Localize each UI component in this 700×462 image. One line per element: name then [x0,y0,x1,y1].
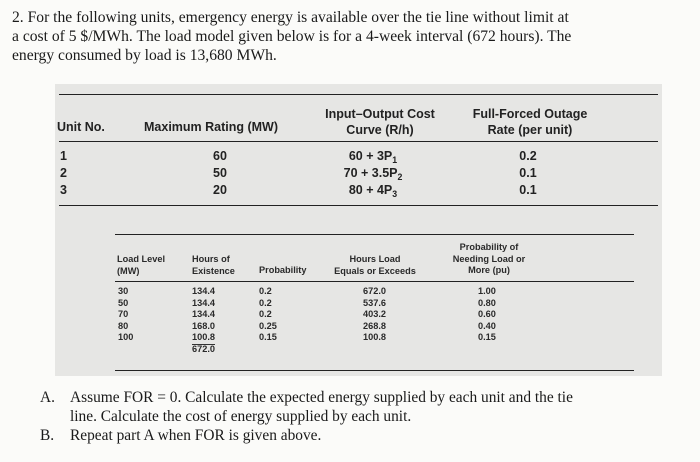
question-b-line-1: Repeat part A when FOR is given above. [70,427,322,444]
load-row-1-hours-exceed: 672.0 [363,286,386,296]
header-hours-of-existence [192,254,235,277]
load-table-bottom-rule [115,370,634,371]
load-row-2-hours-exceed: 537.6 [363,297,386,308]
unit-2-number: 2 [60,166,67,180]
problem-statement [12,8,688,65]
load-row-4-hours: 168.0 [192,320,215,331]
load-row-4-level: 80 [118,320,129,331]
unit-2-curve-expression: 70 + 3.5P [343,166,398,180]
question-a-letter: A. [40,389,55,406]
load-row-5-probability: 0.15 [259,332,277,342]
header-prob-need-line2: Needing Load or [452,253,526,264]
unit-3-number: 3 [60,183,67,197]
problem-line-2: a cost of 5 $/MWh. The load model given below is for a 4-week interval (672 hours). The [12,28,572,45]
load-row-2-probability: 0.2 [259,297,272,308]
unit-2-curve [344,165,403,182]
header-ffor-line2: Rate (per unit) [487,123,573,137]
load-row-1-level: 30 [118,286,129,296]
question-a-line-2: line. Calculate the cost of energy supplied by each unit. [70,408,412,425]
load-row-5-hours: 100.8 [192,332,215,345]
unit-1-number: 1 [60,149,67,163]
load-row-2-hours: 134.4 [192,297,215,308]
header-ffor-line1: Full-Forced Outage [472,107,588,121]
header-hours-line1: Hours of [192,254,230,264]
unit-table-top-rule [59,94,658,95]
load-table-header-rule [115,281,634,282]
unit-3-curve-expression: 80 + 4P [348,183,393,197]
header-unit-no: Unit No. [57,120,105,134]
load-row-3-level: 70 [118,309,129,319]
unit-table-header-rule [59,141,658,142]
header-maximum-rating: Maximum Rating (MW) [144,120,279,134]
load-row-1-probability: 0.2 [259,286,272,296]
unit-2-curve-subscript: 2 [397,172,403,182]
unit-3-curve [349,182,397,199]
header-prob-need-line1: Probability of [459,242,519,252]
unit-3-rating: 20 [213,183,227,197]
unit-2-ffor: 0.1 [519,166,537,180]
unit-1-rating: 60 [213,149,227,163]
unit-1-ffor: 0.2 [519,149,537,163]
load-row-3-prob-need: 0.60 [478,309,496,319]
unit-3-ffor: 0.1 [519,183,537,197]
load-row-3-probability: 0.2 [259,309,272,319]
header-prob-need-line3: More (pu) [468,265,510,275]
load-row-4-prob-need: 0.40 [478,320,496,331]
header-load-level [117,254,165,277]
unit-1-curve-subscript: 1 [392,155,398,165]
load-row-2-prob-need: 0.80 [478,297,496,308]
header-probability-needing-load [453,242,525,277]
hours-total: 672.0 [192,344,215,354]
header-load-level-line2: (MW) [117,265,140,276]
header-probability: Probability [259,265,307,275]
header-load-level-line1: Load Level [117,254,165,264]
load-row-5-level: 100 [118,332,134,342]
unit-2-rating: 50 [213,166,227,180]
header-full-forced-outage [473,106,588,138]
header-io-cost-line2: Curve (R/h) [346,123,414,137]
question-b-letter: B. [40,427,55,444]
load-row-5-prob-need: 0.15 [478,332,496,342]
question-a-line-1: Assume FOR = 0. Calculate the expected energy supplied by each unit and the tie [70,389,573,406]
load-row-4-hours-exceed: 268.8 [363,320,386,331]
header-hours-load-exceeds [334,254,416,277]
load-row-3-hours: 134.4 [192,309,215,319]
question-a [12,388,688,426]
question-b [12,426,688,445]
questions-section [12,388,688,445]
unit-table-bottom-rule [59,205,658,206]
load-table-top-rule [115,234,634,235]
unit-3-curve-subscript: 3 [392,189,398,199]
header-hours-line2: Existence [192,265,235,276]
load-row-2-level: 50 [118,297,129,308]
load-row-3-hours-exceed: 403.2 [363,309,386,319]
load-row-1-hours: 134.4 [192,286,215,296]
problem-line-1: 2. For the following units, emergency energy is available over the tie line without limit at [12,9,569,26]
problem-line-3: energy consumed by load is 13,680 MWh. [12,47,277,64]
header-hours-load-line1: Hours Load [349,254,401,264]
header-io-cost-curve [325,106,435,138]
load-row-1-prob-need: 1.00 [478,286,496,296]
load-row-5-hours-exceed: 100.8 [363,332,386,342]
load-row-4-probability: 0.25 [259,320,277,331]
header-io-cost-line1: Input–Output Cost [325,107,435,121]
unit-1-curve-expression: 60 + 3P [348,149,393,163]
unit-1-curve [349,148,397,165]
header-hours-load-line2: Equals or Exceeds [334,265,416,276]
textbook-tables-panel [55,84,662,376]
